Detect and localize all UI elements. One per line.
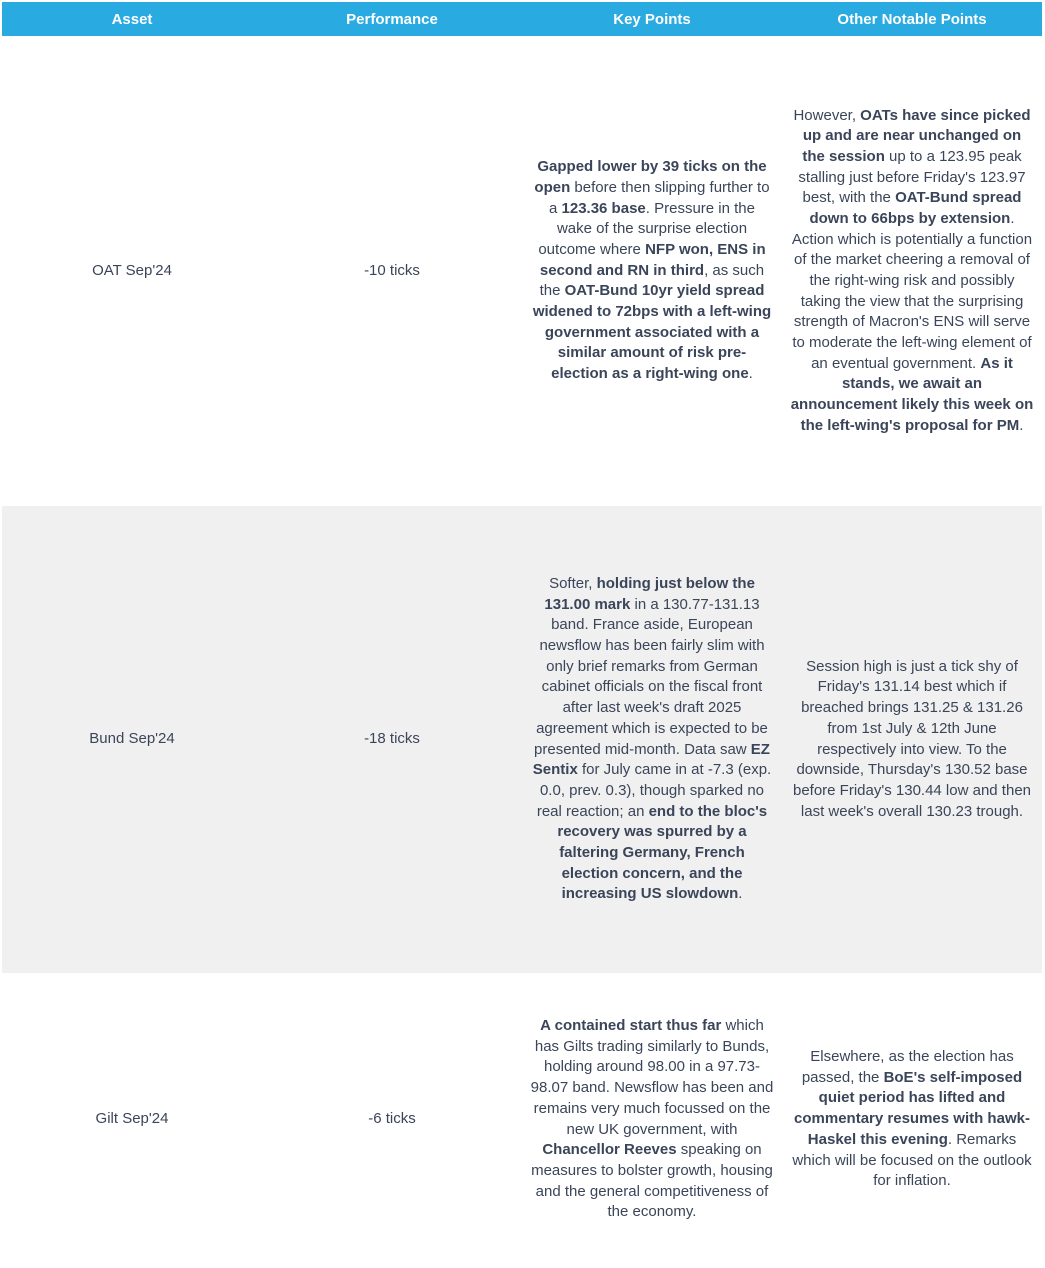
bold-text-run: EZ Sentix (532, 740, 770, 779)
bold-text-run: Chancellor Reeves (542, 1141, 677, 1159)
asset-cell: OAT Sep'24 (92, 261, 172, 279)
bold-text-run: BoE's self-imposed quiet period has lifted and commentary resumes with hawk-Haskel this evening (794, 1068, 1030, 1148)
text-run: . Action which is potentially a function of the market cheering a removal of the right-wing risk and possibly taking the view that the surprising strength of Macron's ENS will serve to moderate the left-wing element of an eventual government. (791, 209, 1033, 372)
text-run: up to a 123.95 peak stalling just before Friday's 123.97 best, with the (798, 147, 1026, 207)
other-notable-points-cell (782, 973, 1042, 1266)
text-run: before then slipping further to a (549, 178, 770, 217)
text-run: . (748, 365, 753, 383)
text-run: . (1019, 416, 1024, 434)
text-run: . Pressure in the wake of the surprise election outcome where (538, 199, 755, 258)
table-body (2, 36, 1042, 1266)
text-run: for July came in at -7.3 (exp. 0.0, prev. 0.3), though sparked no real reaction; an (536, 761, 772, 820)
bold-text-run: OAT-Bund spread down to 66bps by extension (809, 189, 1022, 227)
table-header (2, 2, 1042, 36)
header-row (2, 2, 1042, 36)
key-points-cell (522, 506, 782, 973)
column-header-asset: Asset (2, 2, 262, 36)
asset-table (2, 2, 1042, 1266)
bold-text-run: A contained start thus far (540, 1017, 722, 1035)
performance-cell: -18 ticks (364, 730, 420, 748)
table-row (2, 506, 1042, 973)
bold-text-run: Gapped lower by 39 ticks on the open (534, 158, 767, 196)
text-run: , as such the (539, 261, 765, 300)
column-header-performance: Performance (262, 2, 522, 36)
asset-cell: Bund Sep'24 (89, 730, 175, 748)
bold-text-run: OAT-Bund 10yr yield spread widened to 72bps with a left-wing government associated with a similar amount of risk pre-election as a right-wing one (532, 282, 772, 383)
text-run: in a 130.77-131.13 band. France aside, European newsflow has been fairly slim with only brief remarks from German cabinet officials on the fiscal front after last week's draft 2025 agreement which is expected to be presented mid-month. Data saw (534, 595, 768, 758)
text-run: which has Gilts trading similarly to Bunds, holding around 98.00 in a 97.73-98.07 band. Newsflow has been and remains very much focussed on the new UK government, with (530, 1017, 774, 1138)
bold-text-run: 123.36 base (561, 199, 646, 217)
key-points-cell (522, 36, 782, 506)
bold-text-run: end to the bloc's recovery was spurred by a faltering Germany, French election concern, and the increasing US slowdown (557, 802, 768, 903)
text-run: speaking on measures to bolster growth, housing and the general competitiveness of the economy. (531, 1141, 773, 1221)
other-notable-points-cell (782, 506, 1042, 973)
text-run: . (738, 885, 743, 903)
bold-text-run: As it stands, we await an announcement likely this week on the left-wing's proposal for PM (790, 354, 1034, 434)
table-row (2, 36, 1042, 506)
table-row (2, 973, 1042, 1266)
other-notable-points-cell (782, 36, 1042, 506)
text-run: However, (793, 106, 861, 124)
bold-text-run: NFP won, ENS in second and RN in third (539, 240, 766, 279)
bold-text-run: OATs have since picked up and are near unchanged on the session (802, 106, 1031, 165)
text-run: . Remarks which will be focused on the outlook for inflation. (792, 1130, 1032, 1190)
performance-cell: -10 ticks (364, 261, 420, 279)
text-run: Elsewhere, as the election has passed, the (801, 1048, 1014, 1086)
performance-cell: -6 ticks (368, 1110, 416, 1128)
key-points-cell (522, 973, 782, 1266)
bold-text-run: holding just below the 131.00 mark (544, 575, 755, 613)
column-header-other-notable-points: Other Notable Points (782, 2, 1042, 36)
column-header-key-points: Key Points (522, 2, 782, 36)
asset-cell: Gilt Sep'24 (95, 1110, 169, 1128)
text-run: Session high is just a tick shy of Friday's 131.14 best which if breached brings 131.25 & 131.26 from 1st July & 12th June respectively into view. To the downside, Thursday's 130.52 base before Friday's 130.44 low and then last week's overall 130.23 trough. (792, 657, 1031, 820)
text-run: Softer, (549, 575, 597, 592)
